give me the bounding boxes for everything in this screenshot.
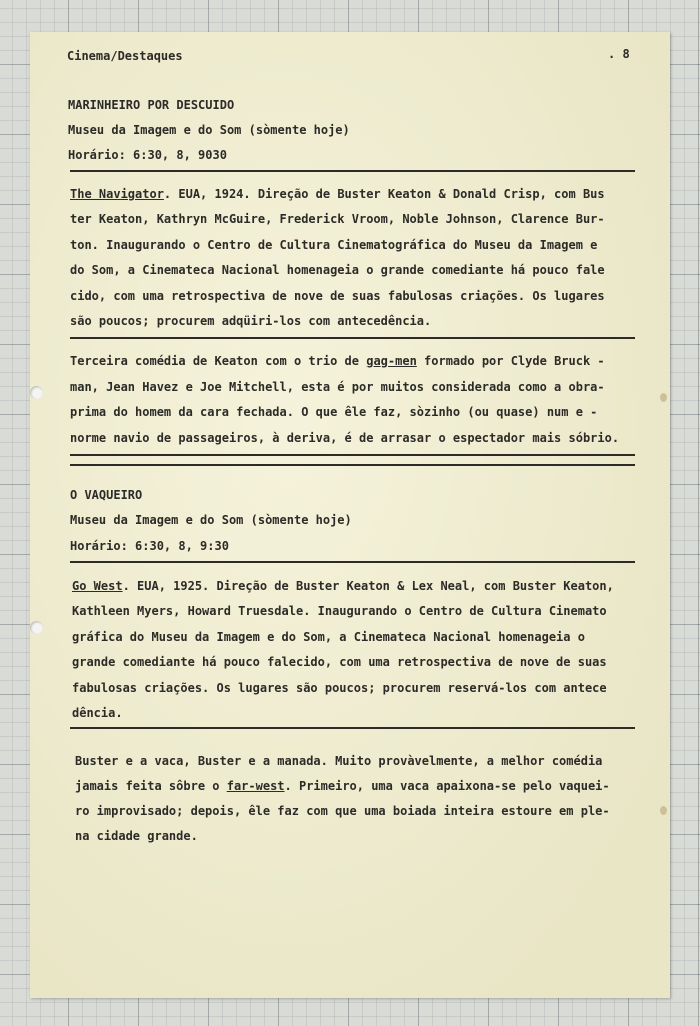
film1-title: MARINHEIRO POR DESCUIDO	[68, 98, 235, 112]
film1-credits-line-1: The Navigator. EUA, 1924. Direção de Buster Keaton & Donald Crisp, com Bus	[70, 187, 605, 201]
film1-original-title: The Navigator	[70, 187, 164, 201]
film2-credits-line-6: dência.	[72, 706, 123, 720]
film1-credits-line-5: cido, com uma retrospectiva de nove de suas fabulosas criações. Os lugares	[70, 289, 605, 303]
film2-credits-line-2: Kathleen Myers, Howard Truesdale. Inaugurando o Centro de Cultura Cinemato	[72, 604, 607, 618]
punch-hole	[30, 386, 43, 399]
film2-credits-line-4: grande comediante há pouco falecido, com uma retrospectiva de nove de suas	[72, 655, 607, 669]
divider	[70, 337, 635, 339]
film1-credits-line-3: ton. Inaugurando o Centro de Cultura Cinematográfica do Museu da Imagem e	[70, 238, 598, 252]
divider	[70, 561, 635, 563]
divider	[70, 454, 635, 456]
film2-credits-line-3: gráfica do Museu da Imagem e do Som, a Cinemateca Nacional homenageia o	[72, 630, 585, 644]
film1-venue: Museu da Imagem e do Som (sòmente hoje)	[68, 123, 350, 137]
divider	[70, 170, 635, 172]
film2-review-line-4: na cidade grande.	[75, 829, 198, 843]
section-header: Cinema/Destaques	[67, 49, 183, 63]
paper-stain	[660, 806, 667, 815]
film1-review-line-4: norme navio de passageiros, à deriva, é de arrasar o espectador mais sóbrio.	[70, 431, 620, 445]
film1-review-line-3: prima do homem da cara fechada. O que êle faz, sòzinho (ou quase) num e -	[70, 405, 598, 419]
film1-review-line-2: man, Jean Havez e Joe Mitchell, esta é por muitos considerada como a obra-	[70, 380, 605, 394]
divider	[70, 727, 635, 729]
film2-credits-line-1: Go West. EUA, 1925. Direção de Buster Keaton & Lex Neal, com Buster Keaton,	[72, 579, 614, 593]
film2-title: O VAQUEIRO	[70, 488, 143, 502]
punch-hole	[30, 621, 43, 634]
film2-review-line-3: ro improvisado; depois, êle faz com que uma boiada inteira estoure em ple-	[75, 804, 610, 818]
film2-review-line-2: jamais feita sôbre o far-west. Primeiro, uma vaca apaixona-se pelo vaquei-	[75, 779, 610, 793]
film1-schedule: Horário: 6:30, 8, 9030	[68, 148, 227, 162]
film1-review-line-1: Terceira comédia de Keaton com o trio de gag-men formado por Clyde Bruck -	[70, 354, 605, 368]
paper-stain	[660, 393, 667, 402]
film2-review-line-1: Buster e a vaca, Buster e a manada. Muito provàvelmente, a melhor comédia	[75, 754, 603, 768]
divider	[70, 464, 635, 466]
film2-schedule: Horário: 6:30, 8, 9:30	[70, 539, 229, 553]
film2-credits-line-5: fabulosas criações. Os lugares são poucos; procurem reservá-los com antece	[72, 681, 607, 695]
film1-credits-line-6: são poucos; procurem adqüiri-los com antecedência.	[70, 314, 432, 328]
gag-men-term: gag-men	[366, 354, 417, 368]
film2-venue: Museu da Imagem e do Som (sòmente hoje)	[70, 513, 352, 527]
film1-credits-line-4: do Som, a Cinemateca Nacional homenageia o grande comediante há pouco fale	[70, 263, 605, 277]
film1-credits-line-2: ter Keaton, Kathryn McGuire, Frederick Vroom, Noble Johnson, Clarence Bur-	[70, 212, 605, 226]
film2-original-title: Go West	[72, 579, 123, 593]
far-west-term: far-west	[226, 779, 285, 793]
page-number: . 8	[608, 47, 630, 61]
